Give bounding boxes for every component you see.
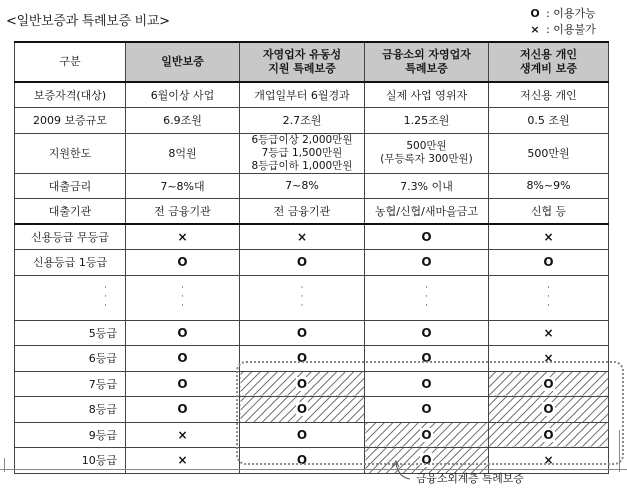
available-icon: O: [530, 7, 540, 20]
availability-mark: O: [489, 250, 609, 276]
availability-mark: O: [421, 427, 432, 442]
availability-mark: O: [296, 376, 308, 391]
cell-line: (무등록자 300만원): [380, 153, 473, 165]
availability-mark: O: [365, 346, 489, 372]
header-general-guarantee: 일반보증: [126, 42, 240, 82]
table-cell: 실제 사업 영위자: [365, 82, 489, 108]
row-label: 신용등급 1등급: [15, 250, 126, 276]
table-row: [15, 199, 609, 225]
hatched-cell: [489, 371, 609, 397]
row-label: 10등급: [15, 448, 126, 474]
cell-line: 6등급이상 2,000만원: [251, 133, 353, 146]
table-row: [15, 250, 609, 276]
row-label: 6등급: [15, 346, 126, 372]
ellipsis-icon: · · ·: [15, 275, 126, 320]
legend-item-unavailable: [528, 22, 596, 38]
legend-label: : 이용가능: [546, 7, 596, 20]
table-row: [15, 224, 609, 250]
header-category: 구분: [15, 42, 126, 82]
availability-mark: O: [421, 453, 432, 468]
hatched-cell: [365, 422, 489, 448]
availability-mark: ×: [489, 224, 609, 250]
availability-mark: O: [543, 402, 554, 417]
table-cell: 7~8%: [240, 173, 365, 199]
table-row: [15, 422, 609, 448]
table-cell: 6.9조원: [126, 108, 240, 134]
legend: [528, 6, 596, 38]
hatched-cell: [489, 397, 609, 423]
availability-mark: O: [240, 448, 365, 474]
availability-mark: O: [240, 320, 365, 346]
availability-mark: O: [296, 402, 308, 417]
header-line: 저신용 개인: [520, 48, 577, 61]
table-cell: 1.25조원: [365, 108, 489, 134]
availability-mark: ×: [489, 320, 609, 346]
row-label: 신용등급 무등급: [15, 224, 126, 250]
cell-line: 7등급 1,500만원: [261, 146, 343, 159]
availability-mark: O: [126, 320, 240, 346]
table-cell: 8%~9%: [489, 173, 609, 199]
table-row: [15, 346, 609, 372]
table-row: [15, 82, 609, 108]
table-cell: 전 금융기관: [240, 199, 365, 225]
callout-arrow-icon: [384, 455, 414, 485]
hatched-cell: [240, 397, 365, 423]
divider: [4, 458, 5, 472]
row-label: 7등급: [15, 371, 126, 397]
ellipsis-icon: · · ·: [489, 275, 609, 320]
row-label: 5등급: [15, 320, 126, 346]
availability-mark: O: [365, 320, 489, 346]
availability-mark: O: [365, 397, 489, 423]
header-line: 자영업자 유동성: [262, 48, 342, 61]
availability-mark: O: [365, 371, 489, 397]
ellipsis-icon: · · ·: [126, 275, 240, 320]
table-row: [15, 108, 609, 134]
row-label: 9등급: [15, 422, 126, 448]
availability-mark: O: [240, 250, 365, 276]
table-cell: [365, 133, 489, 173]
row-label: 대출기관: [15, 199, 126, 225]
header-self-employed-special: [240, 42, 365, 82]
table-row: [15, 173, 609, 199]
table-row: [15, 320, 609, 346]
header-row: [15, 42, 609, 82]
row-label: 2009 보증규모: [15, 108, 126, 134]
table-cell: 8억원: [126, 133, 240, 173]
availability-mark: O: [543, 376, 554, 391]
row-label: 대출금리: [15, 173, 126, 199]
table-cell: 개업일부터 6월경과: [240, 82, 365, 108]
header-line: 지원 특례보증: [268, 62, 336, 75]
legend-item-available: [528, 6, 596, 22]
hatched-cell: [489, 422, 609, 448]
availability-mark: O: [240, 422, 365, 448]
row-label: 8등급: [15, 397, 126, 423]
availability-mark: ×: [126, 224, 240, 250]
page-title: <일반보증과 특례보증 비교>: [6, 14, 170, 29]
table-row: [15, 397, 609, 423]
hatched-cell: [240, 371, 365, 397]
header-line: 특례보증: [405, 62, 448, 75]
callout-label: 금융소외계층 특례보증: [416, 472, 524, 485]
legend-label: : 이용불가: [546, 23, 596, 36]
table-row: [15, 371, 609, 397]
row-label: 보증자격(대상): [15, 82, 126, 108]
table-cell: 신협 등: [489, 199, 609, 225]
availability-mark: ×: [489, 346, 609, 372]
table-row-ellipsis: [15, 275, 609, 320]
availability-mark: O: [126, 371, 240, 397]
availability-mark: O: [126, 346, 240, 372]
table-cell: 전 금융기관: [126, 199, 240, 225]
header-line: 금융소외 자영업자: [382, 48, 471, 61]
divider: [0, 469, 627, 470]
availability-mark: O: [365, 250, 489, 276]
availability-mark: ×: [126, 448, 240, 474]
availability-mark: O: [126, 397, 240, 423]
availability-mark: ×: [489, 448, 609, 474]
ellipsis-icon: · · ·: [240, 275, 365, 320]
table-cell: 0.5 조원: [489, 108, 609, 134]
row-label: 지원한도: [15, 133, 126, 173]
availability-mark: O: [543, 427, 554, 442]
table-cell: 2.7조원: [240, 108, 365, 134]
cell-line: 8등급이하 1,000만원: [251, 159, 353, 172]
table-cell: 7~8%대: [126, 173, 240, 199]
unavailable-icon: ×: [530, 23, 540, 36]
divider: [619, 430, 620, 472]
table-cell: 농협/신협/새마을금고: [365, 199, 489, 225]
comparison-table: [14, 41, 609, 474]
table-cell: 500만원: [489, 133, 609, 173]
cell-line: 500만원: [406, 140, 447, 152]
table-cell: 저신용 개인: [489, 82, 609, 108]
header-financially-excluded-special: [365, 42, 489, 82]
ellipsis-icon: · · ·: [365, 275, 489, 320]
availability-mark: O: [240, 346, 365, 372]
availability-mark: O: [365, 224, 489, 250]
table-row: [15, 133, 609, 173]
table-cell: 6월이상 사업: [126, 82, 240, 108]
header-line: 생계비 보증: [520, 62, 577, 75]
availability-mark: ×: [126, 422, 240, 448]
availability-mark: O: [126, 250, 240, 276]
header-low-credit-living: [489, 42, 609, 82]
table-cell: [240, 133, 365, 173]
table-cell: 7.3% 이내: [365, 173, 489, 199]
availability-mark: ×: [240, 224, 365, 250]
